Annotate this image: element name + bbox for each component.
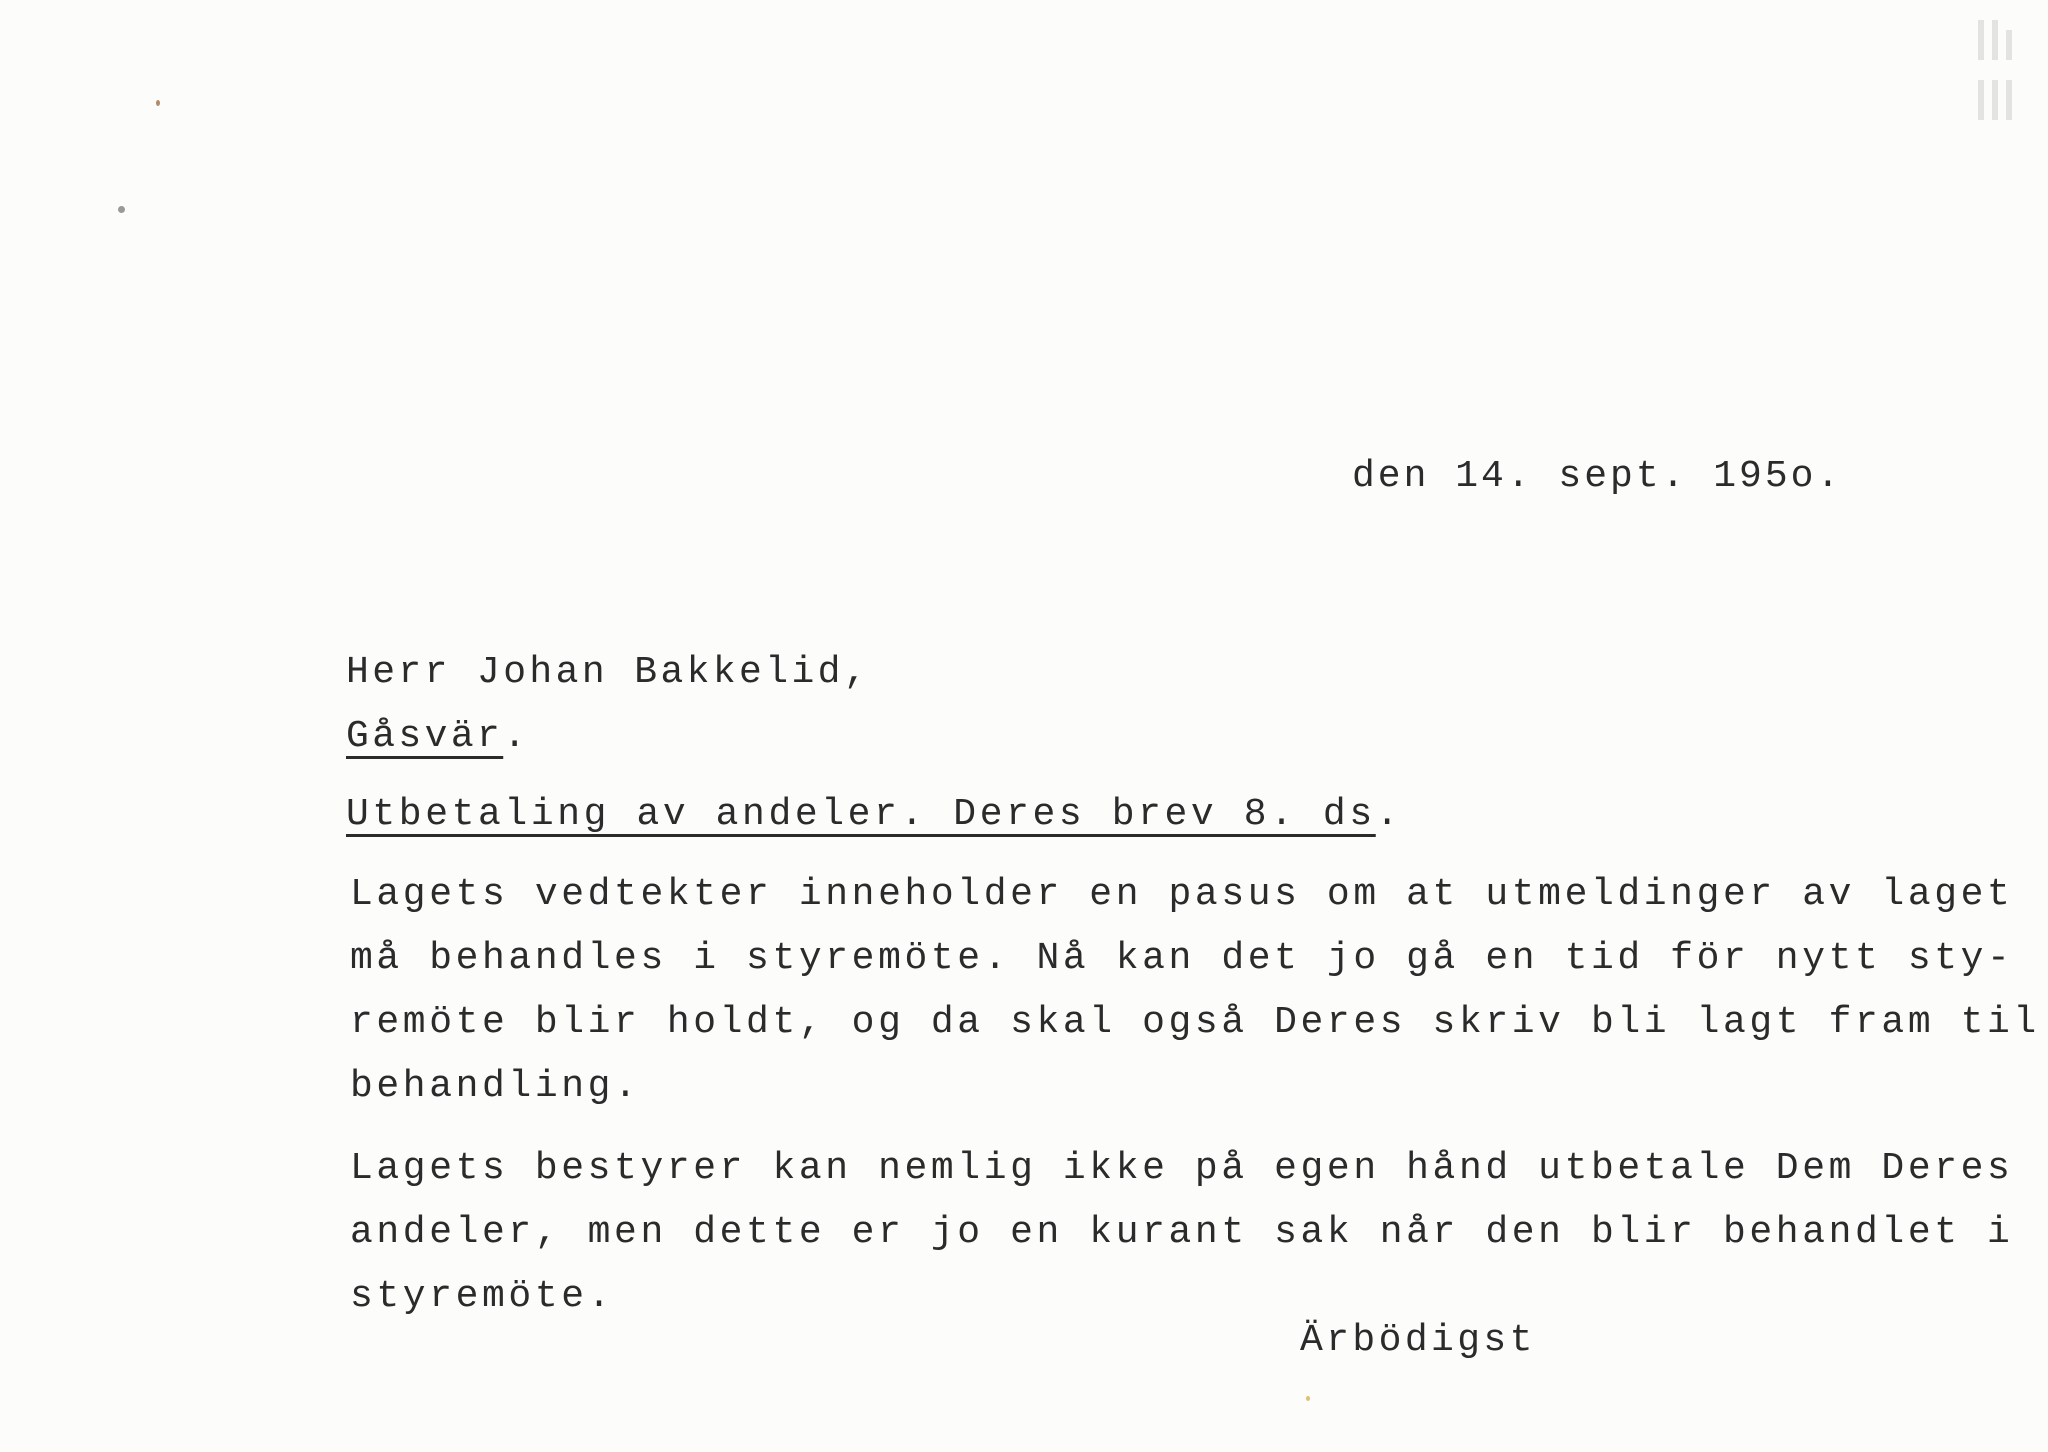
recipient-name: Herr Johan Bakkelid, — [346, 651, 871, 694]
paper-speck — [156, 100, 160, 106]
paragraph-1-line: behandling. — [350, 1065, 641, 1108]
letter-date: den 14. sept. 195o. — [1352, 455, 1843, 498]
closing: Ärbödigst — [1300, 1319, 1536, 1362]
paragraph-2-line: Lagets bestyrer kan nemlig ikke på egen hånd utbetale Dem Deres — [350, 1147, 2014, 1190]
recipient-place-suffix: . — [503, 715, 530, 758]
paragraph-1-line: remöte blir holdt, og da skal også Deres skriv bli lagt fram til — [350, 1001, 2040, 1044]
recipient-place-line — [346, 715, 530, 758]
paper-speck — [118, 206, 125, 213]
corner-bleed-mark — [1970, 0, 2030, 130]
paper-speck — [1306, 1396, 1310, 1401]
subject: Utbetaling av andeler. Deres brev 8. ds — [346, 793, 1376, 836]
recipient-place: Gåsvär — [346, 715, 504, 758]
subject-line — [346, 793, 1403, 836]
paragraph-2-line: styremöte. — [350, 1275, 615, 1318]
paragraph-1-line: Lagets vedtekter inneholder en pasus om at utmeldinger av laget — [350, 873, 2014, 916]
paragraph-2-line: andeler, men dette er jo en kurant sak når den blir behandlet i — [350, 1211, 2014, 1254]
subject-suffix: . — [1375, 793, 1403, 836]
paragraph-1-line: må behandles i styremöte. Nå kan det jo gå en tid för nytt sty- — [350, 937, 2014, 980]
